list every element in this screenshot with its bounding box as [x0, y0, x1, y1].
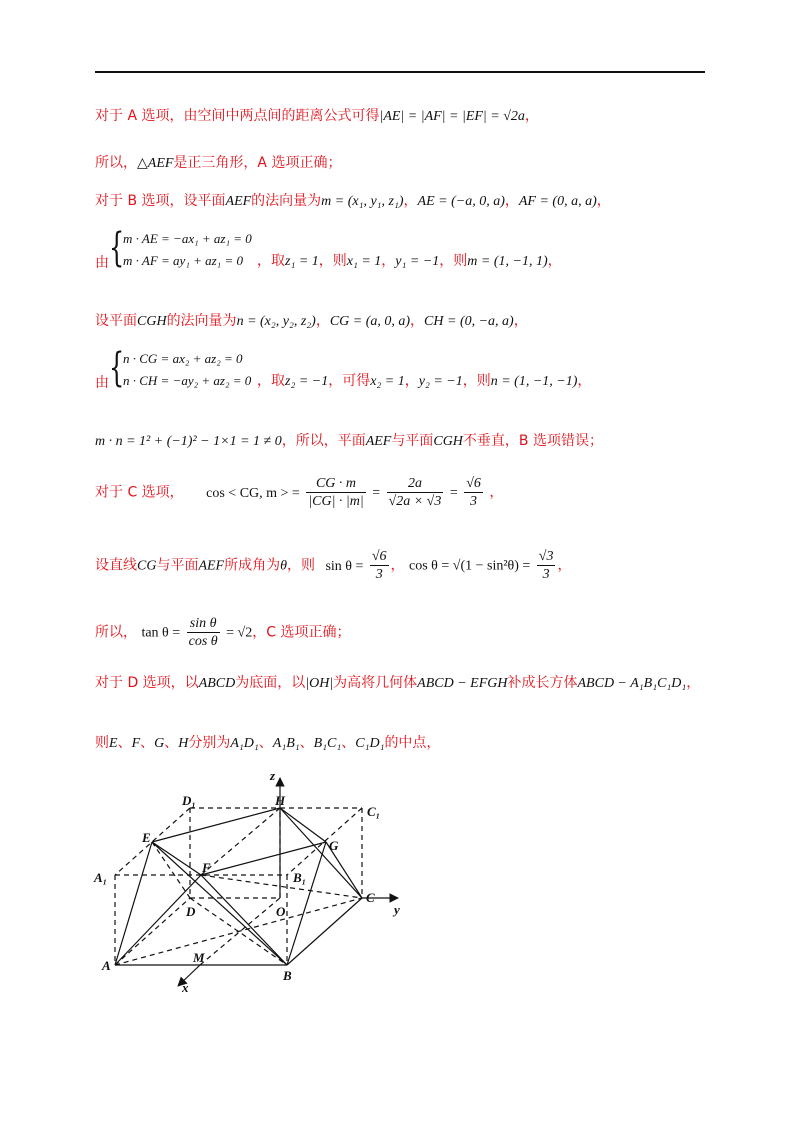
line-c-tangent [95, 615, 350, 650]
formula: E [109, 736, 118, 751]
fraction [464, 475, 483, 510]
formula: F [131, 736, 141, 751]
edge-a-f [115, 875, 201, 965]
text: ， [381, 253, 396, 269]
text: 设平面 [95, 313, 137, 329]
line-b-solution-m [257, 250, 562, 270]
text: 所以， [95, 624, 137, 641]
brace: { [109, 345, 125, 391]
fraction [537, 548, 556, 583]
text: 的法向量为 [251, 193, 322, 209]
equation: n · CH = −ay₂ + az₂ = 0 [123, 373, 252, 388]
label-a: A [102, 958, 111, 973]
text: ， [513, 313, 528, 329]
denominator: 3 [470, 494, 478, 509]
edge-h-g [280, 808, 326, 842]
text: 、 [341, 735, 356, 751]
text: 与平面 [156, 557, 199, 574]
line-b-system-n [95, 345, 615, 398]
text: 所以， [95, 155, 137, 171]
text: ， [390, 557, 405, 574]
line-d-setup [95, 672, 700, 692]
edge-a-e [115, 842, 152, 965]
top-rule [95, 71, 705, 73]
line-b-system-m [95, 225, 615, 278]
formula: CG [137, 558, 157, 574]
formula: ABCD [198, 676, 236, 691]
solid-edges [115, 778, 398, 986]
label-b1: B₁ [293, 870, 307, 885]
edge-f-b [201, 875, 287, 965]
formula: AE = (−a, 0, a) [417, 194, 505, 209]
label-h: H [275, 793, 286, 808]
text: ，则 [318, 253, 347, 269]
edge-f-g [201, 842, 326, 875]
label-e: E [142, 830, 151, 845]
formula: |AE| = |AF| = |EF| = √2a [379, 109, 525, 124]
text: 所成角为 [224, 557, 281, 574]
dashed-edges [115, 808, 362, 965]
edge-f-c [201, 875, 362, 898]
text: ，则 [462, 373, 491, 389]
label-a1: A₁ [94, 870, 108, 885]
formula: θ [280, 558, 287, 574]
text: ， [577, 373, 592, 389]
fraction [306, 475, 365, 510]
brace: { [109, 225, 125, 271]
text: ， [686, 675, 701, 691]
numerator: CG · m [306, 475, 365, 493]
text: ，取 [257, 373, 285, 389]
formula: △AEF [137, 156, 174, 171]
numerator: sin θ [187, 615, 220, 633]
edge-e-d [152, 842, 190, 898]
text: ， [489, 484, 504, 501]
formula: C₁D₁ [355, 736, 385, 751]
text: ， [596, 193, 611, 209]
text: 对于 A 选项，由空间中两点间的距离公式可得 [95, 108, 380, 124]
text: ，C 选项正确； [252, 624, 351, 641]
text: ， [547, 253, 562, 269]
text: 为底面，以 [235, 675, 306, 691]
text: ， [315, 313, 330, 329]
formula: CH = (0, −a, a) [424, 314, 514, 329]
equation: m · AF = ay₁ + az₁ = 0 [123, 253, 243, 268]
label-c: C [366, 890, 375, 905]
formula: AEF [198, 558, 225, 574]
line-b-normal-n-setup [95, 310, 528, 330]
numerator: √3 [538, 549, 554, 564]
text: ， [410, 313, 425, 329]
denominator: 3 [375, 567, 383, 582]
text: 补成长方体 [507, 675, 578, 691]
formula: CGH [137, 314, 167, 329]
edge-e-b [152, 842, 287, 965]
formula: cos θ = √(1 − sin²θ) = [409, 558, 531, 574]
text: 是正三角形，A 选项正确； [173, 155, 342, 171]
formula: z₂ = −1 [285, 374, 329, 389]
fraction [387, 475, 444, 510]
fraction [370, 548, 389, 583]
text: 为高将几何体 [333, 675, 418, 691]
text: 对于 C 选项， [95, 484, 184, 501]
text: 由 [95, 255, 109, 271]
text: ，则 [439, 253, 468, 269]
edge-e-f [152, 842, 201, 875]
formula: A₁B₁ [272, 736, 300, 751]
formula: CGH [433, 434, 463, 449]
label-f: F [202, 860, 211, 875]
formula: G [154, 736, 165, 751]
text: 的法向量为 [166, 313, 237, 329]
formula: z₁ = 1 [285, 254, 319, 269]
denominator: cos θ [188, 634, 218, 649]
formula: = √2 [226, 625, 253, 641]
label-c1: C₁ [367, 804, 381, 819]
numerator: √6 [466, 476, 481, 491]
label-d: D [186, 904, 196, 919]
formula: CG = (a, 0, a) [329, 314, 411, 329]
label-b: B [283, 968, 292, 983]
line-a-conclusion [95, 152, 341, 172]
fraction [187, 615, 220, 650]
line-d-midpoints [95, 732, 440, 752]
text: 则 [95, 735, 109, 751]
line-c-angle [95, 548, 571, 583]
formula: AEF [225, 194, 252, 209]
edge-b-g [287, 842, 326, 965]
text: ，所以，平面 [281, 433, 366, 449]
geometry-figure [90, 770, 420, 1000]
formula: n = (1, −1, −1) [490, 374, 578, 389]
formula: n = (x₂, y₂, z₂) [236, 314, 316, 329]
text: ，取 [257, 253, 285, 269]
text: ， [404, 373, 419, 389]
line-a-distance [95, 105, 539, 125]
equation: n · CG = ax₂ + az₂ = 0 [123, 351, 243, 366]
text: ， [557, 557, 572, 574]
denominator: √2a × √3 [388, 494, 442, 509]
formula: m = (1, −1, 1) [467, 254, 548, 269]
formula: AEF [365, 434, 392, 449]
equation: m · AE = −ax₁ + az₁ = 0 [123, 231, 252, 246]
formula: y₁ = −1 [395, 254, 440, 269]
label-z: z [270, 770, 276, 783]
text: 对于 B 选项，设平面 [95, 193, 226, 209]
numerator: 2a [387, 475, 444, 493]
text: ， [524, 108, 539, 124]
label-x: x [182, 980, 189, 995]
line-b-dot-product [95, 430, 603, 450]
formula: cos < CG, m > = [206, 485, 300, 501]
formula: x₂ = 1 [370, 374, 405, 389]
formula: tan θ = [141, 625, 181, 641]
formula: ABCD − A₁B₁C₁D₁ [577, 676, 687, 691]
text: 的中点， [384, 735, 441, 751]
numerator: √6 [371, 549, 387, 564]
text: ， [403, 193, 418, 209]
formula: A₁D₁ [230, 736, 259, 751]
denominator: |CG| · |m| [308, 494, 364, 509]
formula: |OH| [305, 676, 334, 691]
text: 、 [299, 735, 314, 751]
text: 分别为 [188, 735, 231, 751]
line-b-normal-setup [95, 190, 611, 210]
line-c-cosine: 对于 C 选项， cos < CG, m > = $\frac{CG \cdot m}{|CG| \cdot |m|}$ = $\frac{2a}{√2a \times √3}$ = $\frac{√6}{3}$ ， [95, 476, 504, 509]
text: 对于 D 选项，以 [95, 675, 199, 691]
text: 、 [164, 735, 179, 751]
label-m: M [193, 950, 205, 965]
formula: y₂ = −1 [418, 374, 463, 389]
text: ， [504, 193, 519, 209]
text: ，可得 [328, 373, 371, 389]
text: 、 [258, 735, 273, 751]
formula: B₁C₁ [313, 736, 342, 751]
denominator: 3 [542, 567, 550, 582]
label-y: y [394, 902, 400, 917]
text: 与平面 [391, 433, 434, 449]
text: ，则 [287, 557, 315, 574]
text: 、 [117, 735, 132, 751]
text: 不垂直，B 选项错误； [462, 433, 603, 449]
formula: H [178, 736, 189, 751]
formula: AF = (0, a, a) [518, 194, 597, 209]
formula: ABCD − EFGH [417, 676, 508, 691]
label-o: O [276, 904, 286, 919]
text: 设直线 [95, 557, 137, 574]
formula: m · n = 1² + (−1)² − 1×1 = 1 ≠ 0 [95, 434, 282, 449]
formula: m = (x₁, y₁, z₁) [321, 194, 404, 209]
line-b-solution-n [257, 370, 591, 390]
label-g: G [329, 838, 339, 853]
text: 、 [140, 735, 155, 751]
formula: sin θ = [325, 558, 364, 574]
formula: x₁ = 1 [346, 254, 382, 269]
label-d1: D₁ [182, 793, 196, 808]
text: 由 [95, 375, 109, 391]
edge-e-h [152, 808, 280, 842]
